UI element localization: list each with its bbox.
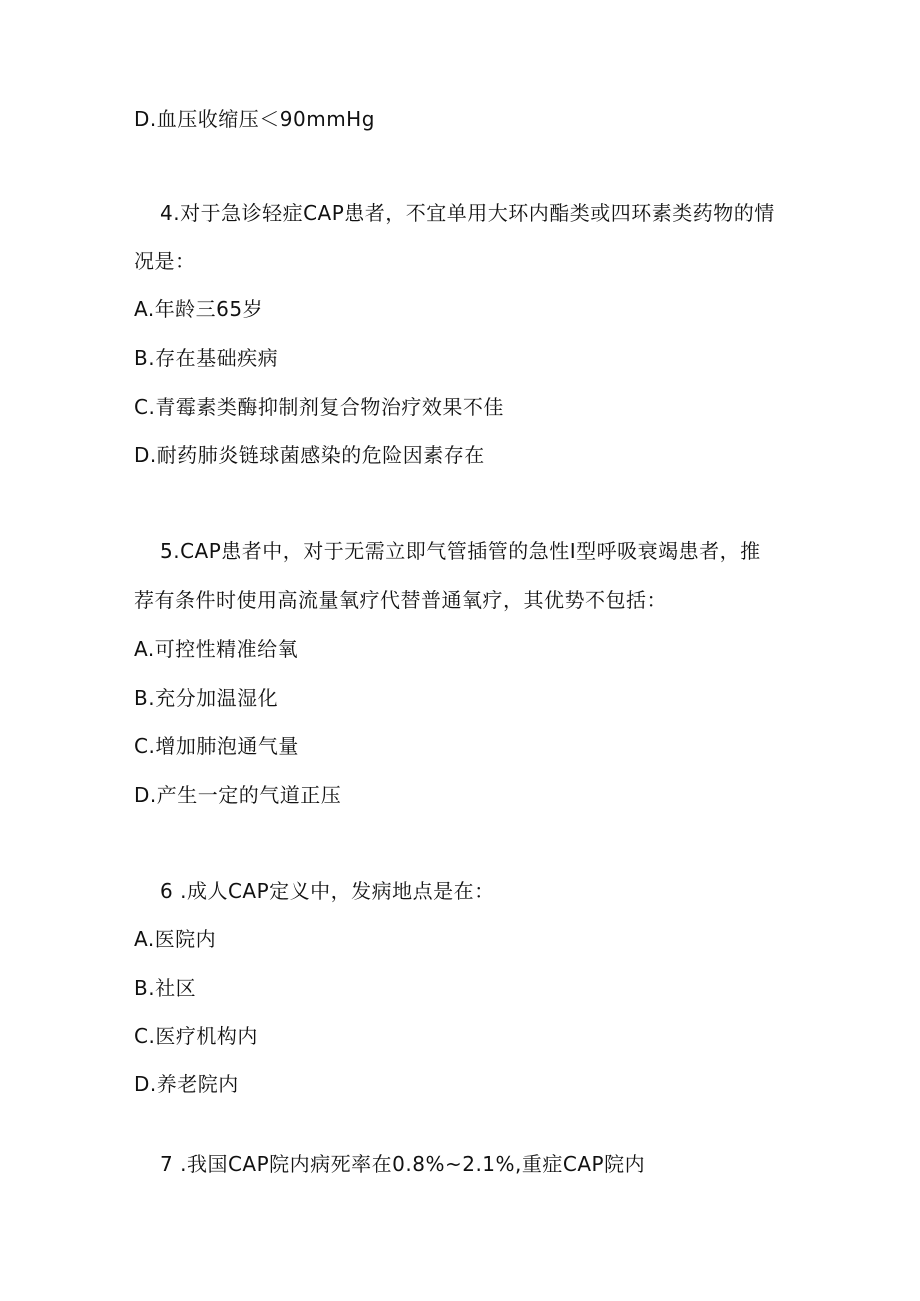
question-6-option-b: B.社区 [134, 976, 197, 1000]
question-4-stem-line1: 4.对于急诊轻症CAP患者，不宜单用大环内酯类或四环素类药物的情 [160, 201, 775, 225]
prev-option-d: D.血压收缩压＜90mmHg [134, 107, 375, 131]
question-5-option-b: B.充分加温湿化 [134, 686, 279, 710]
question-7-stem: 7 .我国CAP院内病死率在0.8%~2.1%,重症CAP院内 [160, 1152, 646, 1176]
question-6-option-d: D.养老院内 [134, 1072, 239, 1096]
question-4-stem-line2: 况是： [134, 249, 196, 273]
question-5-stem-line1: 5.CAP患者中，对于无需立即气管插管的急性I型呼吸衰竭患者，推 [160, 539, 761, 563]
question-6-option-a: A.医院内 [134, 927, 217, 951]
question-5-stem-line2: 荐有条件时使用高流量氧疗代替普通氧疗，其优势不包括： [134, 588, 667, 612]
question-4-option-a: A.年龄三65岁 [134, 297, 264, 321]
question-4-option-d: D.耐药肺炎链球菌感染的危险因素存在 [134, 443, 485, 467]
question-6-stem: 6 .成人CAP定义中，发病地点是在： [160, 879, 495, 903]
question-5-option-a: A.可控性精准给氧 [134, 637, 299, 661]
question-4-option-c: C.青霉素类酶抑制剂复合物治疗效果不佳 [134, 395, 504, 419]
question-5-option-d: D.产生一定的气道正压 [134, 783, 342, 807]
question-6-option-c: C.医疗机构内 [134, 1024, 258, 1048]
question-4-option-b: B.存在基础疾病 [134, 346, 279, 370]
question-5-option-c: C.增加肺泡通气量 [134, 734, 299, 758]
